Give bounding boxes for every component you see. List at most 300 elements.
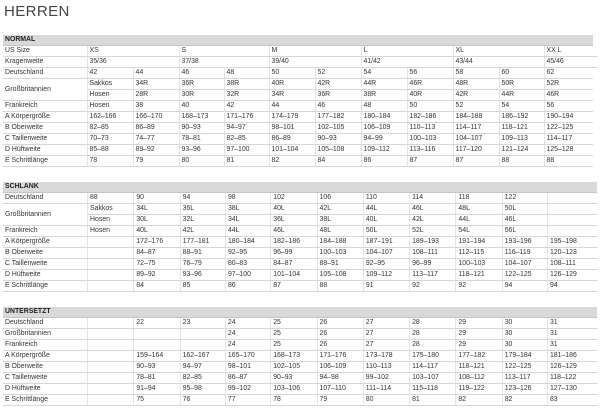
- table-cell: 24: [225, 318, 270, 329]
- table-cell: 31: [547, 340, 597, 351]
- table-cell: [548, 193, 597, 204]
- table-cell: 38: [133, 101, 179, 112]
- table-cell: 44: [133, 68, 179, 79]
- table-cell: 50L: [363, 226, 409, 237]
- table-cell: 74–77: [133, 134, 179, 145]
- table-cell: 85–88: [87, 145, 133, 156]
- table-cell: 60: [499, 68, 544, 79]
- table-cell: [88, 329, 134, 340]
- table-cell: 62: [544, 68, 593, 79]
- table-cell: 108–111: [410, 248, 456, 259]
- table-cell: 106–109: [317, 362, 363, 373]
- table-cell: 108–112: [456, 373, 502, 384]
- table-cell: 31: [547, 329, 597, 340]
- table-cell: [88, 259, 134, 270]
- table-cell: 27: [363, 340, 409, 351]
- table-cell: 126–129: [547, 362, 597, 373]
- table-cell: 179–184: [502, 351, 547, 362]
- table-cell: 77: [225, 395, 270, 406]
- size-table-normal: [3, 35, 597, 167]
- table-cell: [134, 329, 180, 340]
- table-cell: [180, 329, 225, 340]
- row-label: B Oberweite: [3, 362, 88, 373]
- table-cell: 40R: [407, 90, 453, 101]
- table-cell: 171–176: [317, 351, 363, 362]
- table-cell: 84: [134, 281, 180, 292]
- table-row: [3, 101, 597, 112]
- table-cell: 40R: [269, 79, 315, 90]
- table-cell: 92: [456, 281, 502, 292]
- table-cell: 122–125: [502, 362, 547, 373]
- table-cell: 25: [271, 329, 317, 340]
- table-cell: 165–170: [225, 351, 270, 362]
- row-label: D Hüftweite: [3, 384, 88, 395]
- table-cell: 79: [133, 156, 179, 167]
- table-cell: 46R: [407, 79, 453, 90]
- table-cell: 50R: [499, 79, 544, 90]
- table-cell: 42R: [453, 90, 499, 101]
- table-cell: 44L: [225, 226, 270, 237]
- table-cell: 94–98: [317, 373, 363, 384]
- table-row: [3, 237, 597, 248]
- table-cell: 30R: [179, 90, 224, 101]
- table-cell: 34L: [134, 204, 180, 215]
- table-cell: 39/40: [269, 57, 361, 68]
- table-cell: 94: [548, 281, 597, 292]
- table-cell: 28: [410, 340, 456, 351]
- table-cell: 44L: [363, 204, 409, 215]
- table-cell: [88, 340, 134, 351]
- table-cell: [88, 281, 134, 292]
- table-cell: 48: [361, 101, 407, 112]
- table-cell: 37/38: [179, 57, 269, 68]
- table-cell: 180–184: [361, 112, 407, 123]
- table-cell: 58: [453, 68, 499, 79]
- table-cell: 70–73: [87, 134, 133, 145]
- table-cell: [88, 270, 134, 281]
- table-cell: [180, 340, 225, 351]
- table-row: [3, 215, 597, 226]
- table-cell: 110–113: [407, 123, 453, 134]
- table-row: [3, 57, 597, 68]
- table-cell: 42L: [410, 215, 456, 226]
- table-cell: 99–102: [363, 373, 409, 384]
- table-row: [3, 123, 597, 134]
- table-cell: Hosen: [88, 215, 134, 226]
- row-label: C Taillenweite: [3, 134, 87, 145]
- row-label: A Körpergröße: [3, 112, 87, 123]
- table-cell: 113–117: [502, 373, 547, 384]
- table-cell: [548, 204, 597, 215]
- table-cell: 114–117: [453, 123, 499, 134]
- table-row: [3, 329, 597, 340]
- table-cell: 29: [456, 329, 502, 340]
- table-cell: 52: [453, 101, 499, 112]
- table-row: [3, 362, 597, 373]
- table-cell: 44R: [499, 90, 544, 101]
- table-row: [3, 112, 597, 123]
- table-cell: 48R: [453, 79, 499, 90]
- table-cell: 114–117: [410, 362, 456, 373]
- table-cell: 89–92: [133, 145, 179, 156]
- table-cell: 40: [179, 101, 224, 112]
- table-cell: 106: [317, 193, 363, 204]
- table-cell: 36L: [271, 215, 317, 226]
- table-cell: Hosen: [88, 226, 134, 237]
- table-cell: 30: [502, 329, 547, 340]
- table-cell: 100–103: [456, 259, 502, 270]
- table-cell: [88, 351, 134, 362]
- table-cell: 91: [363, 281, 409, 292]
- table-cell: 29: [456, 340, 502, 351]
- section-header: [3, 182, 597, 193]
- table-cell: 40L: [134, 226, 180, 237]
- table-cell: 122–125: [502, 270, 547, 281]
- table-cell: 82: [269, 156, 315, 167]
- table-cell: 118–121: [499, 123, 544, 134]
- table-cell: 120–123: [548, 248, 597, 259]
- table-cell: 119–122: [456, 384, 502, 395]
- table-cell: 38L: [225, 204, 270, 215]
- table-cell: 162–166: [87, 112, 133, 123]
- table-cell: 86–89: [269, 134, 315, 145]
- table-cell: 159–164: [134, 351, 180, 362]
- table-cell: 36L: [180, 204, 225, 215]
- row-label: E Schrittlänge: [3, 395, 88, 406]
- table-cell: 30: [502, 340, 547, 351]
- table-row: [3, 259, 597, 270]
- table-cell: 87: [271, 281, 317, 292]
- table-cell: S: [179, 46, 269, 57]
- table-cell: 26: [317, 340, 363, 351]
- table-cell: 80–83: [225, 259, 270, 270]
- table-cell: 54: [499, 101, 544, 112]
- table-cell: 78: [271, 395, 317, 406]
- table-cell: 56: [407, 68, 453, 79]
- table-cell: [88, 362, 134, 373]
- row-label: A Körpergröße: [3, 237, 88, 248]
- table-cell: 24: [225, 329, 270, 340]
- table-cell: 109–112: [361, 145, 407, 156]
- row-label: D Hüftweite: [3, 145, 87, 156]
- table-cell: 86–87: [225, 373, 270, 384]
- row-label: B Oberweite: [3, 248, 88, 259]
- table-cell: 186–192: [499, 112, 544, 123]
- table-cell: 26: [317, 318, 363, 329]
- table-cell: 36R: [179, 79, 224, 90]
- table-cell: 184–188: [317, 237, 363, 248]
- row-label: C Taillenweite: [3, 259, 88, 270]
- table-cell: 26: [317, 329, 363, 340]
- table-cell: 32R: [224, 90, 269, 101]
- table-cell: 36R: [315, 90, 361, 101]
- table-cell: 50: [407, 101, 453, 112]
- row-label: Frankreich: [3, 340, 88, 351]
- table-cell: 173–178: [363, 351, 409, 362]
- section-title: UNTERSETZT: [3, 307, 597, 318]
- row-label: Deutschland: [3, 318, 88, 329]
- table-cell: 102: [271, 193, 317, 204]
- table-cell: 94–99: [361, 134, 407, 145]
- table-cell: 96–99: [410, 259, 456, 270]
- table-cell: 38R: [361, 90, 407, 101]
- table-cell: 52L: [410, 226, 456, 237]
- table-cell: Sakkos: [87, 79, 133, 90]
- table-cell: 28: [410, 318, 456, 329]
- table-cell: 105–108: [315, 145, 361, 156]
- table-cell: 82–85: [180, 373, 225, 384]
- table-cell: Sakkos: [88, 204, 134, 215]
- table-cell: 30L: [134, 215, 180, 226]
- table-cell: 115–118: [410, 384, 456, 395]
- table-cell: 81: [224, 156, 269, 167]
- table-cell: 40L: [271, 204, 317, 215]
- table-cell: 108–111: [548, 259, 597, 270]
- table-cell: 23: [180, 318, 225, 329]
- table-cell: 95–98: [180, 384, 225, 395]
- row-label: E Schrittlänge: [3, 281, 88, 292]
- table-row: [3, 226, 597, 237]
- table-cell: 38R: [224, 79, 269, 90]
- table-cell: 24: [225, 340, 270, 351]
- table-cell: 45/46: [544, 57, 597, 68]
- table-cell: 90–93: [315, 134, 361, 145]
- table-cell: 177–181: [180, 237, 225, 248]
- table-cell: 48L: [317, 226, 363, 237]
- table-cell: 117–120: [453, 145, 499, 156]
- table-cell: 31: [547, 318, 597, 329]
- table-cell: [88, 384, 134, 395]
- table-cell: 190–194: [544, 112, 593, 123]
- table-cell: 193–196: [502, 237, 547, 248]
- row-label: US Size: [3, 46, 87, 57]
- section-header: [3, 307, 597, 318]
- row-label: Großbritannien: [3, 329, 88, 340]
- table-cell: 182–186: [407, 112, 453, 123]
- table-cell: 92–95: [225, 248, 270, 259]
- table-cell: 46L: [271, 226, 317, 237]
- table-cell: 189–193: [410, 237, 456, 248]
- table-cell: 30: [502, 318, 547, 329]
- table-cell: 100–103: [317, 248, 363, 259]
- table-cell: 98–101: [225, 362, 270, 373]
- table-cell: 114: [410, 193, 456, 204]
- table-cell: 107–110: [317, 384, 363, 395]
- table-cell: 90–93: [134, 362, 180, 373]
- table-cell: 90: [134, 193, 180, 204]
- table-cell: 175–180: [410, 351, 456, 362]
- table-cell: 116–119: [502, 248, 547, 259]
- row-label: D Hüftweite: [3, 270, 88, 281]
- table-cell: 172–176: [134, 237, 180, 248]
- table-cell: 25: [271, 340, 317, 351]
- table-cell: 46: [315, 101, 361, 112]
- table-cell: 94: [180, 193, 225, 204]
- table-cell: Hosen: [87, 101, 133, 112]
- table-row: [3, 318, 597, 329]
- table-cell: 177–182: [315, 112, 361, 123]
- table-cell: 177–182: [456, 351, 502, 362]
- table-cell: [88, 237, 134, 248]
- table-cell: 52R: [544, 79, 593, 90]
- table-cell: 84–87: [271, 259, 317, 270]
- table-cell: 27: [363, 329, 409, 340]
- table-cell: 42R: [315, 79, 361, 90]
- table-cell: 111–114: [363, 384, 409, 395]
- row-label: Kragenweite: [3, 57, 87, 68]
- table-cell: 88: [317, 281, 363, 292]
- table-cell: [88, 318, 134, 329]
- table-cell: XL: [453, 46, 544, 57]
- table-row: [3, 248, 597, 259]
- table-cell: 99–102: [225, 384, 270, 395]
- table-cell: 86: [225, 281, 270, 292]
- table-row: [3, 281, 597, 292]
- table-cell: 101–104: [269, 145, 315, 156]
- table-cell: 84–87: [134, 248, 180, 259]
- table-cell: 48L: [456, 204, 502, 215]
- table-cell: 42: [87, 68, 133, 79]
- table-cell: 174–179: [269, 112, 315, 123]
- table-cell: 27: [363, 318, 409, 329]
- row-label: Frankreich: [3, 226, 88, 237]
- table-row: [3, 373, 597, 384]
- table-cell: 56: [544, 101, 593, 112]
- table-cell: 110–113: [363, 362, 409, 373]
- table-cell: 82–85: [87, 123, 133, 134]
- table-cell: 46: [179, 68, 224, 79]
- table-cell: 82–85: [224, 134, 269, 145]
- table-cell: 182–186: [271, 237, 317, 248]
- table-row: [3, 384, 597, 395]
- table-cell: 42L: [317, 204, 363, 215]
- table-cell: 40L: [363, 215, 409, 226]
- table-cell: 88: [88, 193, 134, 204]
- table-cell: 110: [363, 193, 409, 204]
- table-cell: 85: [180, 281, 225, 292]
- table-cell: 82: [502, 395, 547, 406]
- table-cell: 118: [456, 193, 502, 204]
- table-cell: [548, 215, 597, 226]
- row-label: Deutschland: [3, 68, 87, 79]
- row-label: A Körpergröße: [3, 351, 88, 362]
- table-cell: 109–113: [499, 134, 544, 145]
- table-cell: 93–96: [179, 145, 224, 156]
- table-cell: 166–170: [133, 112, 179, 123]
- table-cell: 48: [224, 68, 269, 79]
- row-label: Frankreich: [3, 101, 87, 112]
- table-row: [3, 134, 597, 145]
- row-label: B Oberweite: [3, 123, 87, 134]
- table-cell: 44R: [361, 79, 407, 90]
- table-row: [3, 395, 597, 406]
- table-cell: 94: [502, 281, 547, 292]
- table-cell: 76–79: [180, 259, 225, 270]
- table-cell: 94–97: [224, 123, 269, 134]
- table-cell: 89–92: [134, 270, 180, 281]
- table-cell: 86–89: [133, 123, 179, 134]
- table-row: [3, 145, 597, 156]
- section-title: NORMAL: [3, 35, 593, 46]
- table-cell: 118–122: [547, 373, 597, 384]
- table-cell: 35/36: [87, 57, 179, 68]
- table-cell: 28R: [133, 90, 179, 101]
- table-cell: 32L: [180, 215, 225, 226]
- table-cell: [88, 248, 134, 259]
- table-cell: 102–105: [315, 123, 361, 134]
- table-cell: 118–121: [456, 362, 502, 373]
- table-cell: 54L: [456, 226, 502, 237]
- row-label: Deutschland: [3, 193, 88, 204]
- table-cell: 50: [269, 68, 315, 79]
- table-cell: 121–124: [499, 145, 544, 156]
- table-cell: [134, 340, 180, 351]
- table-cell: 104–107: [363, 248, 409, 259]
- table-cell: 38L: [317, 215, 363, 226]
- table-cell: 28: [410, 329, 456, 340]
- table-cell: 44L: [456, 215, 502, 226]
- table-cell: 184–188: [453, 112, 499, 123]
- table-cell: 78: [87, 156, 133, 167]
- table-cell: 92–95: [363, 259, 409, 270]
- table-cell: 104–107: [453, 134, 499, 145]
- table-cell: 78–81: [179, 134, 224, 145]
- table-cell: 75: [134, 395, 180, 406]
- table-cell: 94–97: [180, 362, 225, 373]
- table-row: [3, 270, 597, 281]
- table-cell: 187–191: [363, 237, 409, 248]
- table-row: [3, 90, 597, 101]
- table-row: [3, 351, 597, 362]
- table-cell: 87: [407, 156, 453, 167]
- table-cell: 76: [180, 395, 225, 406]
- table-cell: 54: [361, 68, 407, 79]
- table-cell: 195–198: [548, 237, 597, 248]
- table-cell: 29: [456, 318, 502, 329]
- table-cell: 98: [225, 193, 270, 204]
- table-cell: XS: [87, 46, 179, 57]
- table-cell: 109–112: [363, 270, 409, 281]
- table-cell: 191–194: [456, 237, 502, 248]
- page-title: HERREN: [4, 3, 70, 20]
- table-cell: 102–105: [271, 362, 317, 373]
- table-cell: 97–100: [224, 145, 269, 156]
- table-cell: 34L: [225, 215, 270, 226]
- table-cell: 41/42: [361, 57, 453, 68]
- row-label: Großbritannien: [3, 79, 87, 101]
- table-cell: XX L: [544, 46, 597, 57]
- table-cell: 46L: [502, 215, 547, 226]
- table-cell: 168–173: [271, 351, 317, 362]
- table-cell: 84: [315, 156, 361, 167]
- table-cell: 91–94: [134, 384, 180, 395]
- table-cell: 88: [499, 156, 544, 167]
- table-cell: 126–129: [548, 270, 597, 281]
- row-label: E Schrittlänge: [3, 156, 87, 167]
- table-cell: 93–96: [180, 270, 225, 281]
- table-row: [3, 46, 597, 57]
- table-cell: 22: [134, 318, 180, 329]
- table-row: [3, 156, 597, 167]
- row-label: C Taillenweite: [3, 373, 88, 384]
- table-cell: 46L: [410, 204, 456, 215]
- section-title: SCHLANK: [3, 182, 597, 193]
- table-cell: 52: [315, 68, 361, 79]
- table-row: [3, 340, 597, 351]
- table-row: [3, 204, 597, 215]
- table-cell: 122–125: [544, 123, 593, 134]
- table-cell: 103–106: [271, 384, 317, 395]
